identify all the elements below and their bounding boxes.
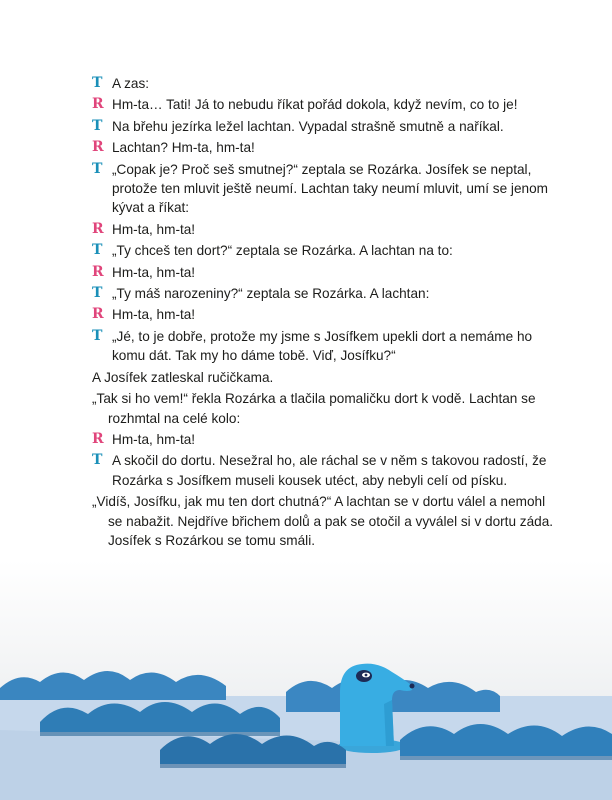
dialogue-line [92, 284, 562, 303]
dialogue-line [92, 263, 562, 282]
line-text: Hm-ta, hm-ta! [112, 307, 196, 323]
paper-sea-illustration [0, 600, 612, 800]
line-text: „Ty chceš ten dort?“ zeptala se Rozárka. A lachtan na to: [112, 243, 453, 259]
line-text: Hm-ta… Tati! Já to nebudu říkat pořád dokola, když nevím, co to je! [112, 97, 518, 113]
speaker-marker-r: R [92, 139, 104, 156]
dialogue-line [92, 138, 562, 157]
speaker-marker-r: R [92, 306, 104, 323]
line-text: Hm-ta, hm-ta! [112, 431, 196, 447]
speaker-marker-t: T [92, 285, 103, 302]
dialogue-line [92, 117, 562, 136]
seal-nose [410, 684, 415, 689]
dialogue-line [92, 160, 562, 218]
line-text: A zas: [112, 76, 150, 91]
line-text: A skočil do dortu. Nesežral ho, ale ráchal se v něm s takovou radostí, že Rozárka s Josífkem museli kousek utéct, aby nebyli celí od písku. [112, 453, 547, 488]
dialogue-line [92, 241, 562, 260]
line-text: Hm-ta, hm-ta! [112, 264, 196, 280]
dialogue-line [92, 74, 562, 93]
speaker-marker-r: R [92, 263, 104, 280]
dialogue-line [92, 430, 562, 449]
speaker-marker-t: T [92, 117, 103, 134]
line-text: „Tak si ho vem!“ řekla Rozárka a tlačila pomaličku dort k vodě. Lachtan se rozhmtal na celé kolo: [92, 391, 536, 426]
narration-line [92, 389, 562, 428]
dialogue-line [92, 220, 562, 239]
speaker-marker-t: T [92, 327, 103, 344]
narration-line [92, 368, 562, 387]
wave-back-left [0, 671, 226, 700]
dialogue-line [92, 305, 562, 324]
story-text [92, 74, 562, 552]
speaker-marker-t: T [92, 452, 103, 469]
line-text: Na břehu jezírka ležel lachtan. Vypadal strašně smutně a naříkal. [112, 118, 504, 134]
line-text: A Josífek zatleskal ručičkama. [92, 369, 274, 385]
speaker-marker-r: R [92, 430, 104, 447]
dialogue-line [92, 327, 562, 366]
narration-line [92, 492, 562, 550]
line-text: „Ty máš narozeniny?“ zeptala se Rozárka. A lachtan: [112, 286, 430, 302]
speaker-marker-t: T [92, 75, 103, 91]
dialogue-line [92, 95, 562, 114]
speaker-marker-r: R [92, 96, 104, 113]
line-text: „Jé, to je dobře, protože my jsme s Josífkem upekli dort a nemáme ho komu dát. Tak my ho dáme tobě. Viď, Josífku?“ [112, 328, 533, 364]
speaker-marker-t: T [92, 242, 103, 259]
line-text: „Vidíš, Josífku, jak mu ten dort chutná?“ A lachtan se v dortu válel a nemohl se nabažit. Nejdříve břichem dolů a pak se otočil a vyválel si v dortu záda. Josífek s Rozárkou se tomu smáli. [92, 494, 554, 548]
speaker-marker-r: R [92, 220, 104, 237]
dialogue-line [92, 451, 562, 490]
line-text: Hm-ta, hm-ta! [112, 221, 196, 237]
speaker-marker-t: T [92, 160, 103, 177]
line-text: „Copak je? Proč seš smutnej?“ zeptala se Rozárka. Josífek se neptal, protože ten mluvit ještě neumí. Lachtan taky neumí mluvit, umí se jenom kývat a říkat: [112, 161, 548, 216]
line-text: Lachtan? Hm-ta, hm-ta! [112, 140, 255, 156]
